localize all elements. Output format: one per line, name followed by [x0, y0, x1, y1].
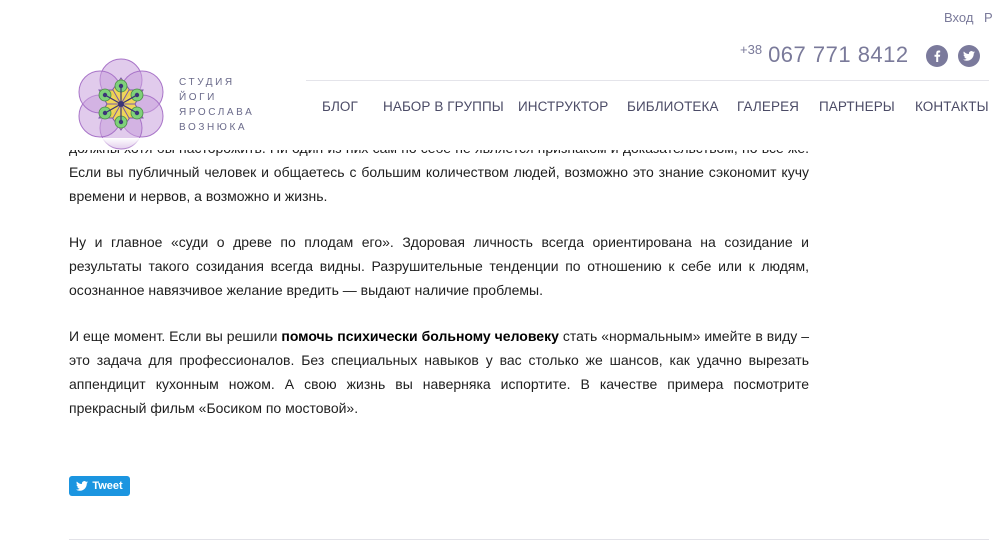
twitter-icon[interactable]: [958, 45, 980, 67]
nav-item-blog[interactable]: БЛОГ: [322, 99, 358, 114]
paragraph-text: стать «нормальным» имейте в виду – это задача для профессионалов. Без специальных навыков у вас столько же шансов, как удачно вырезать аппендицит кухонным ножом. А свою жизнь вы наверняка испортите. В качестве примера посмотрите прекрасный фильм «Босиком по мостовой».: [69, 328, 809, 416]
content-divider: [69, 539, 989, 540]
facebook-icon[interactable]: [926, 45, 948, 67]
phone-code: +38: [740, 42, 763, 57]
header-fade: [0, 138, 989, 150]
article-paragraph-1: Если вы публичный человек и общаетесь с большим количеством людей, возможно это знание сэкономит кучу времени и нервов, а возможно и жизнь.: [69, 164, 809, 204]
nav-item-gallery[interactable]: ГАЛЕРЕЯ: [737, 99, 800, 114]
phone-digits: 067 771 8412: [768, 42, 909, 67]
nav-item-partners[interactable]: ПАРТНЕРЫ: [819, 99, 895, 114]
logo-line: ЯРОСЛАВА: [179, 107, 255, 118]
nav-divider: [306, 80, 989, 81]
nav-item-instructor[interactable]: ИНСТРУКТОР: [518, 99, 609, 114]
tweet-label: Tweet: [92, 480, 123, 492]
tweet-button[interactable]: [69, 476, 130, 496]
register-link[interactable]: Р: [984, 10, 993, 25]
logo-line: СТУДИЯ: [179, 77, 235, 88]
nav-item-library[interactable]: БИБЛИОТЕКА: [627, 99, 719, 114]
twitter-bird-icon: [76, 480, 88, 492]
bold-link-text: помочь психически больному человеку: [281, 328, 559, 344]
site-header: [0, 0, 993, 150]
article-body: [69, 136, 809, 442]
article-paragraph-3: [69, 324, 809, 420]
nav-item-groups[interactable]: НАБОР В ГРУППЫ: [383, 99, 504, 114]
login-link[interactable]: Вход: [944, 10, 974, 25]
main-nav: [322, 99, 989, 114]
logo-text[interactable]: [179, 75, 254, 135]
logo-line: ВОЗНЮКА: [179, 122, 248, 133]
logo-line: ЙОГИ: [179, 92, 217, 103]
phone-number[interactable]: [740, 42, 909, 68]
paragraph-text: И еще момент. Если вы решили: [69, 328, 282, 344]
nav-item-contacts[interactable]: КОНТАКТЫ: [915, 99, 989, 114]
article-paragraph-2: Ну и главное «суди о древе по плодам его». Здоровая личность всегда ориентирована на созидание и результаты такого созидания всегда видны. Разрушительные тенденции по отношению к себе или к людям, осознанное навязчивое желание вредить — выдают наличие проблемы.: [69, 234, 809, 298]
